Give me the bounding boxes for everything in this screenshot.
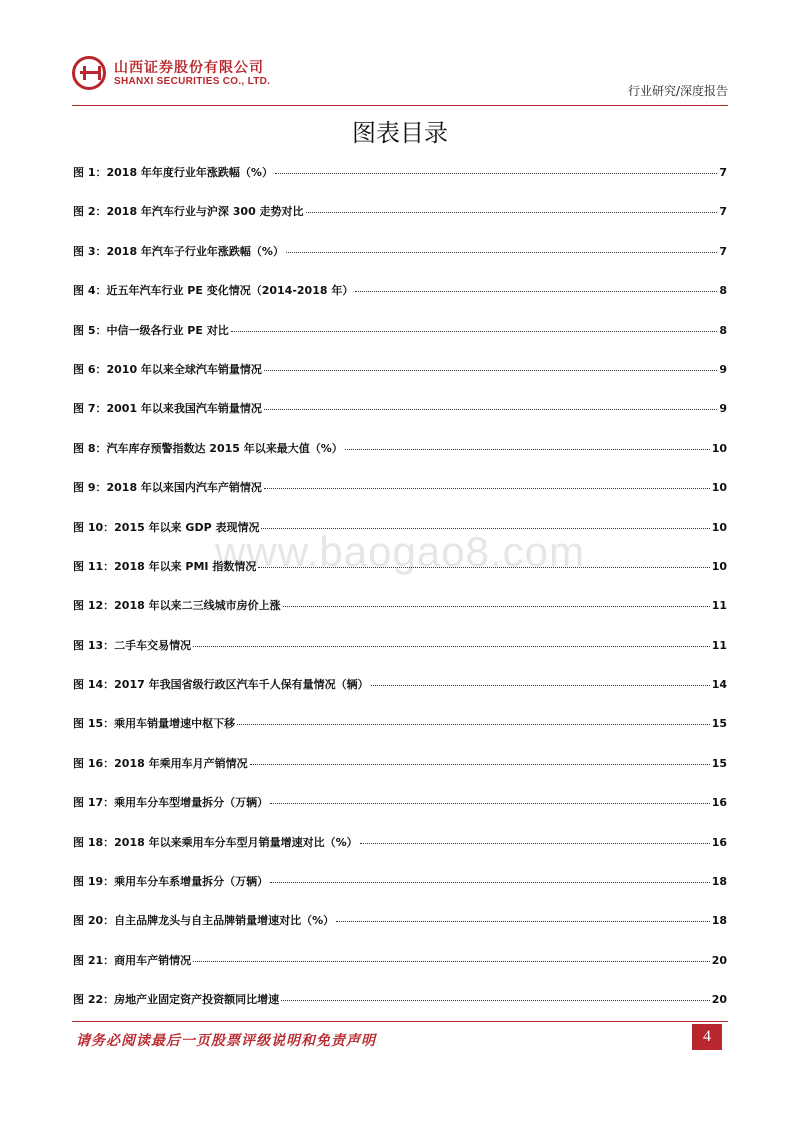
toc-entry[interactable] [73,164,727,203]
toc-entry-label: 图 20：自主品牌龙头与自主品牌销量增速对比（%） [73,914,335,928]
toc-entry-page: 8 [719,323,727,337]
toc-entry[interactable] [73,597,727,636]
toc-entry[interactable] [73,676,727,715]
toc-entry[interactable] [73,558,727,597]
toc-entry-label: 图 19：乘用车分车系增量拆分（万辆） [73,875,269,889]
toc-entry-page: 16 [711,835,727,849]
toc-entry-page: 10 [711,559,727,573]
toc-entry-label: 图 11：2018 年以来 PMI 指数情况 [73,559,257,573]
toc-entry-page: 15 [711,756,727,770]
toc-entry-page: 10 [711,520,727,534]
toc-entry[interactable] [73,203,727,242]
toc-leader-dots [355,290,717,292]
toc-leader-dots [336,920,710,922]
toc-entry-page: 10 [711,481,727,495]
toc-leader-dots [193,645,710,647]
company-name-cn: 山西证券股份有限公司 [114,60,264,76]
toc-leader-dots [258,566,709,568]
toc-entry-page: 10 [711,441,727,455]
toc-leader-dots [286,251,717,253]
toc-entry-label: 图 1：2018 年年度行业年涨跌幅（%） [73,166,273,179]
toc-leader-dots [250,763,710,765]
toc-entry-label: 图 10：2015 年以来 GDP 表现情况 [73,520,260,534]
toc-entry-label: 图 18：2018 年以来乘用车分车型月销量增速对比（%） [73,835,358,849]
toc-entry-page: 18 [711,875,727,889]
toc-entry-page: 7 [719,205,727,219]
toc-entry-label: 图 14：2017 年我国省级行政区汽车千人保有量情况（辆） [73,678,369,692]
company-logo-icon [72,56,106,90]
toc-entry-page: 7 [719,244,727,258]
toc-entry-page: 15 [711,717,727,731]
toc-entry-page: 11 [711,599,727,613]
toc-entry[interactable] [73,479,727,518]
company-name-en: SHANXI SECURITIES CO., LTD. [114,76,271,87]
toc-entry[interactable] [73,952,727,991]
toc-leader-dots [281,999,710,1001]
toc-entry-label: 图 5：中信一级各行业 PE 对比 [73,323,229,337]
toc-entry-page: 8 [719,284,727,298]
toc-leader-dots [193,960,710,962]
toc-leader-dots [264,369,717,371]
toc-entry-page: 7 [719,166,727,179]
toc-entry[interactable] [73,794,727,833]
toc-leader-dots [237,723,710,725]
toc-entry[interactable] [73,991,727,1030]
toc-entry[interactable] [73,637,727,676]
toc-leader-dots [345,448,710,450]
page-title: 图表目录 [352,119,448,147]
toc-leader-dots [275,172,717,174]
toc-entry-page: 11 [711,638,727,652]
toc-entry[interactable] [73,400,727,439]
toc-entry-label: 图 6：2010 年以来全球汽车销量情况 [73,362,262,376]
toc-entry[interactable] [73,755,727,794]
footer-disclaimer: 请务必阅读最后一页股票评级说明和免责声明 [76,1033,376,1049]
toc-entry[interactable] [73,715,727,754]
toc-entry[interactable] [73,243,727,282]
toc-entry-label: 图 8：汽车库存预警指数达 2015 年以来最大值（%） [73,441,343,455]
table-of-figures [73,164,727,1031]
toc-entry-label: 图 4：近五年汽车行业 PE 变化情况（2014-2018 年） [73,284,354,298]
toc-entry-label: 图 22：房地产业固定资产投资额同比增速 [73,993,280,1007]
header-divider [72,105,728,106]
toc-entry[interactable] [73,912,727,951]
watermark: www.baogao8.com [215,528,585,575]
toc-entry-label: 图 12：2018 年以来二三线城市房价上涨 [73,599,281,613]
toc-entry-page: 9 [719,362,727,376]
toc-entry-label: 图 17：乘用车分车型增量拆分（万辆） [73,796,269,810]
toc-leader-dots [261,527,709,529]
toc-entry-page: 16 [711,796,727,810]
footer-divider [72,1021,728,1022]
toc-entry[interactable] [73,519,727,558]
toc-entry-page: 20 [711,993,727,1007]
toc-leader-dots [360,842,710,844]
toc-leader-dots [231,330,718,332]
toc-leader-dots [264,487,710,489]
toc-entry-page: 18 [711,914,727,928]
toc-entry[interactable] [73,873,727,912]
toc-entry-label: 图 13：二手车交易情况 [73,638,192,652]
toc-leader-dots [270,802,710,804]
toc-leader-dots [283,605,710,607]
report-type: 行业研究/深度报告 [627,84,728,98]
toc-entry-label: 图 9：2018 年以来国内汽车产销情况 [73,481,262,495]
toc-leader-dots [371,684,710,686]
page-number: 4 [692,1024,722,1050]
toc-entry[interactable] [73,322,727,361]
toc-entry[interactable] [73,834,727,873]
toc-entry[interactable] [73,282,727,321]
toc-entry-page: 20 [711,953,727,967]
toc-entry-label: 图 7：2001 年以来我国汽车销量情况 [73,402,262,416]
toc-entry-label: 图 3：2018 年汽车子行业年涨跌幅（%） [73,244,284,258]
toc-leader-dots [270,881,710,883]
toc-entry-label: 图 21：商用车产销情况 [73,953,192,967]
toc-entry-label: 图 15：乘用车销量增速中枢下移 [73,717,236,731]
toc-entry-page: 14 [711,678,727,692]
toc-entry-label: 图 2：2018 年汽车行业与沪深 300 走势对比 [73,205,304,219]
page-header [72,52,728,108]
toc-leader-dots [264,408,717,410]
toc-entry[interactable] [73,440,727,479]
toc-entry[interactable] [73,361,727,400]
toc-leader-dots [306,211,718,213]
toc-entry-page: 9 [719,402,727,416]
toc-entry-label: 图 16：2018 年乘用车月产销情况 [73,756,248,770]
